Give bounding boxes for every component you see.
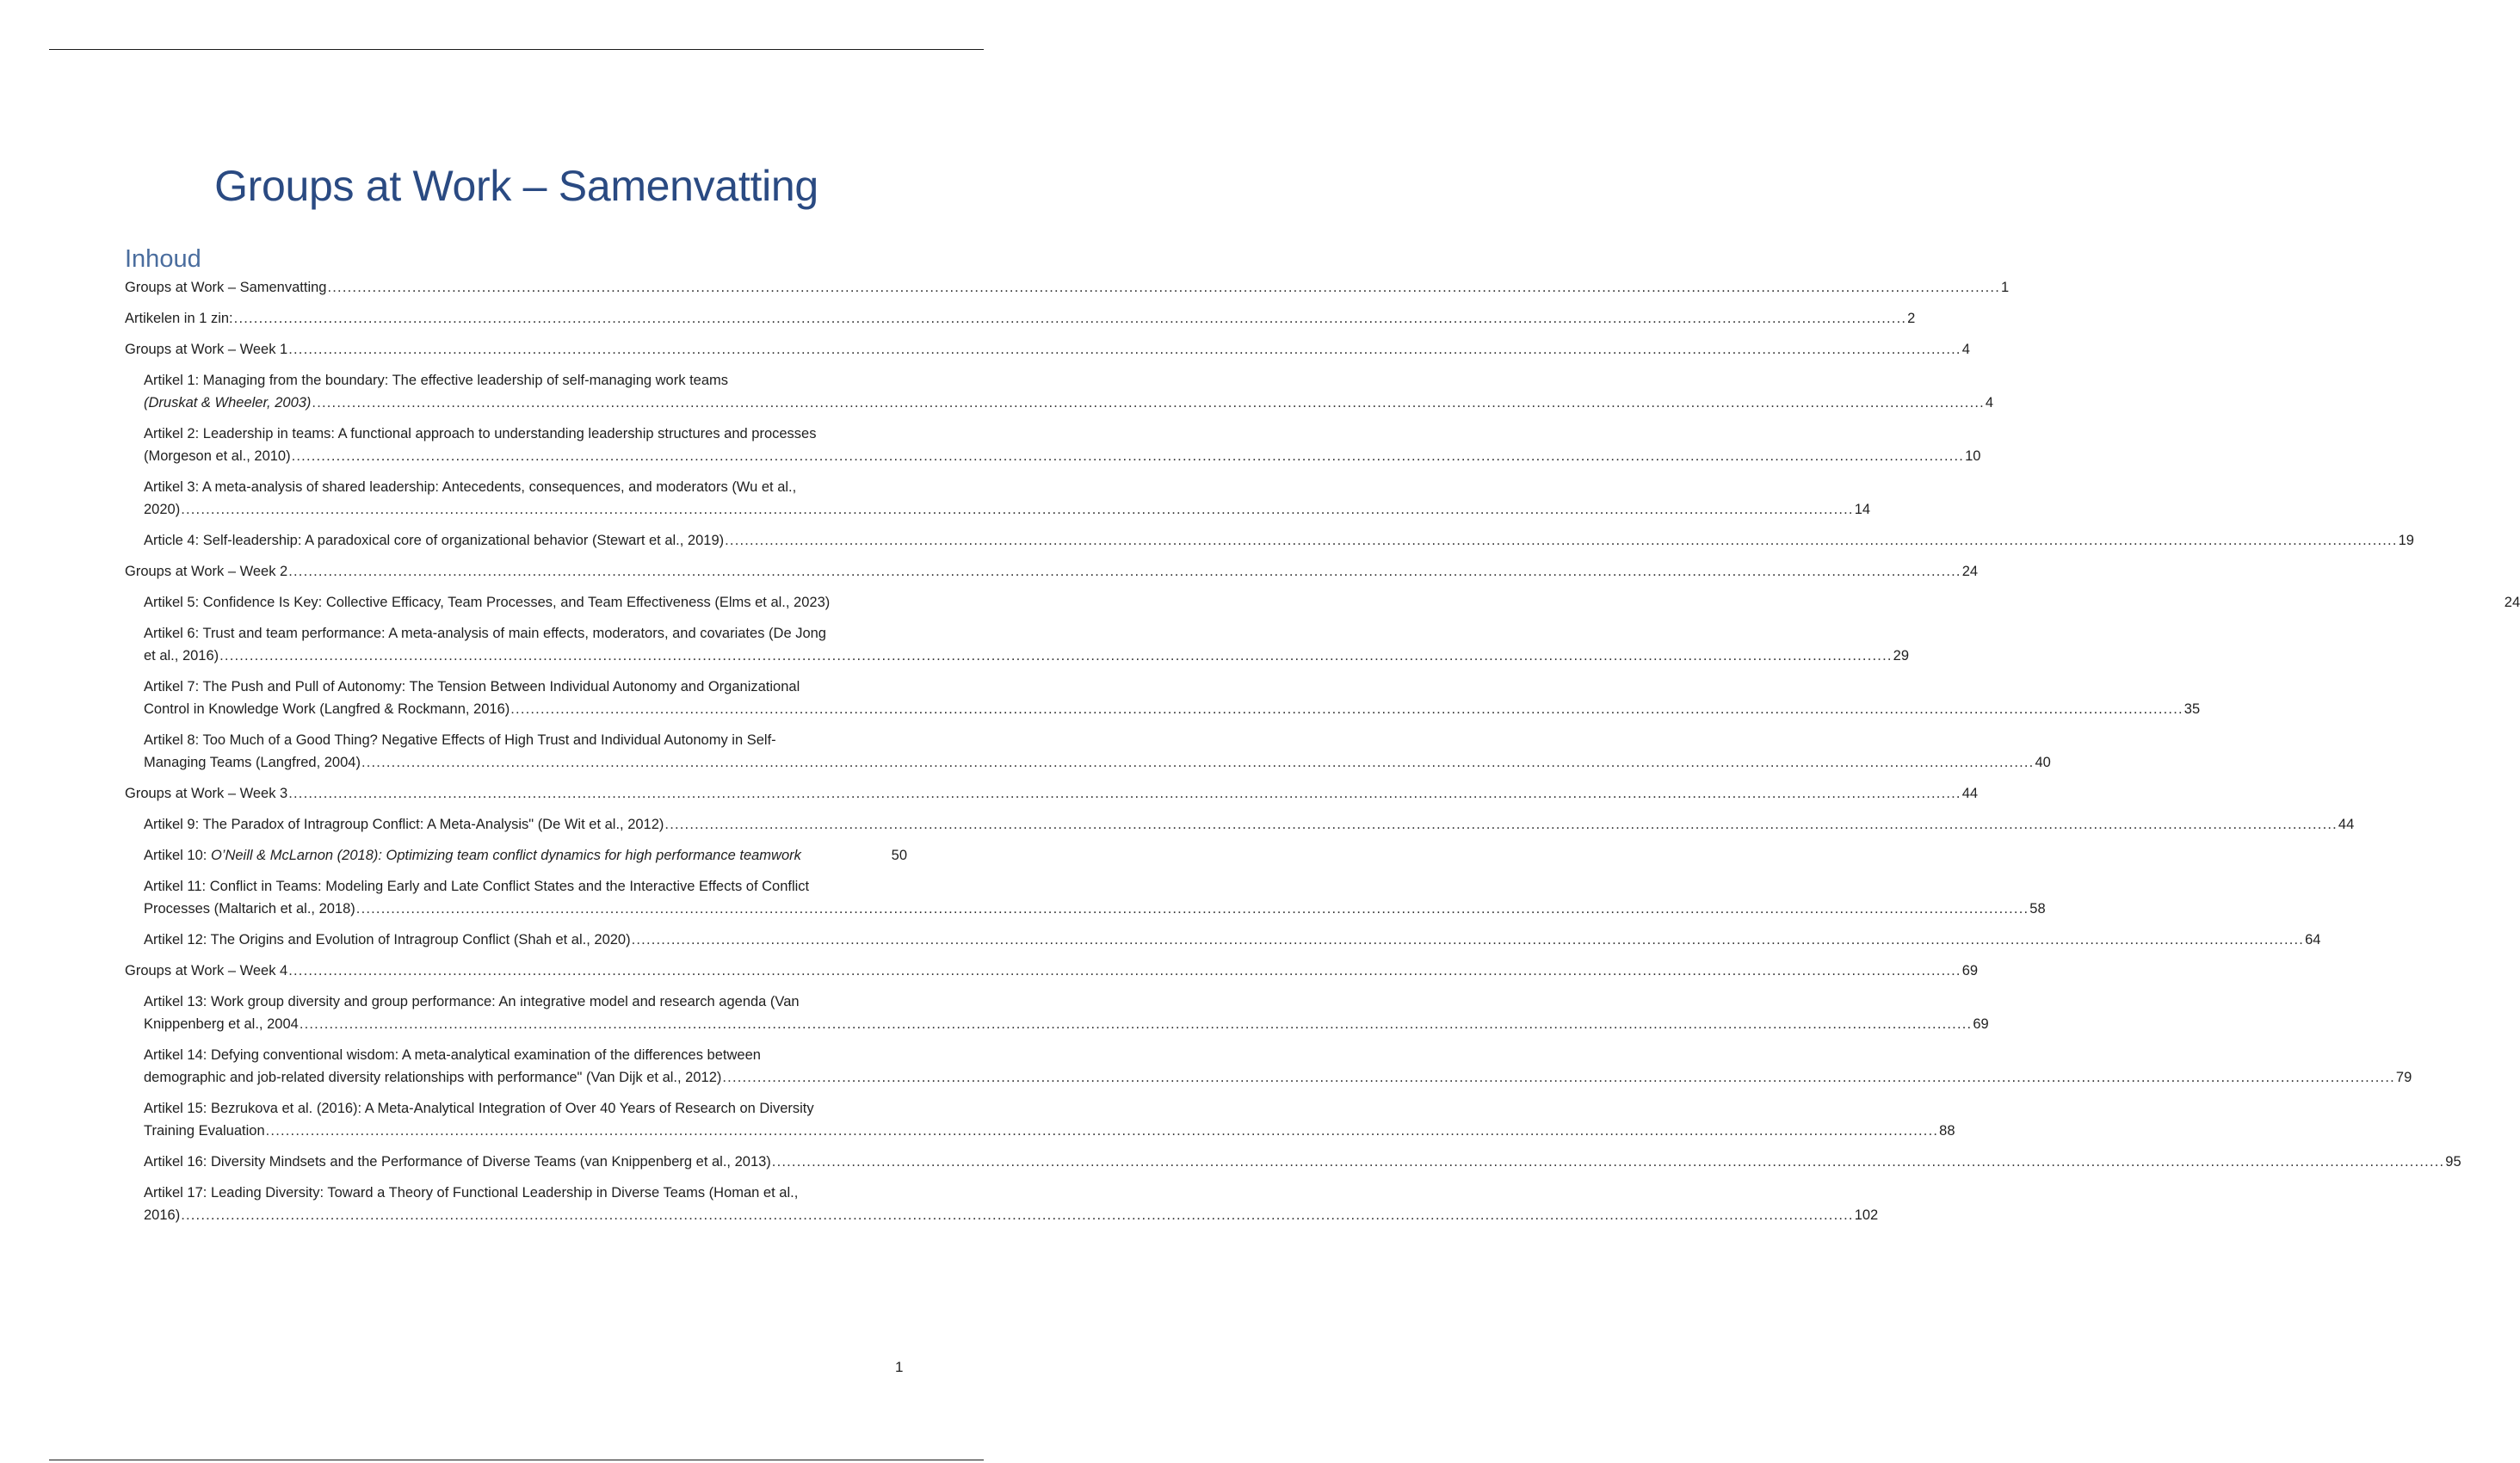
toc-dot-leader [181, 1204, 1854, 1226]
toc-entry-text: Training Evaluation [144, 1123, 265, 1139]
toc-page-number: 29 [1893, 648, 1909, 664]
toc-entry[interactable] [125, 844, 907, 867]
toc-dot-leader [632, 929, 2305, 951]
toc-dot-leader [219, 645, 1893, 667]
toc-entry-text: Artikel 6: Trust and team performance: A meta-analysis of main effects, moderators, and covariates (De Jong [144, 626, 826, 641]
toc-entry-text: Groups at Work – Week 3 [125, 786, 288, 801]
toc-page-number: 50 [891, 848, 907, 863]
toc-entry[interactable] [125, 929, 2321, 951]
toc-entry-text: Artikel 15: Bezrukova et al. (2016): A Meta-Analytical Integration of Over 40 Years of Research on Diversity [144, 1101, 814, 1116]
toc-entry[interactable] [125, 729, 2051, 774]
toc-page-number: 14 [1854, 502, 1871, 517]
toc-entry-text: Artikel 11: Conflict in Teams: Modeling Early and Late Conflict States and the Interactive Effects of Conflict [144, 879, 810, 894]
toc-dot-leader [288, 960, 1961, 982]
toc-entry[interactable] [125, 1151, 2461, 1173]
toc-entry[interactable] [125, 676, 2201, 720]
toc-entry-text: Groups at Work – Samenvatting [125, 280, 327, 295]
page-number: 1 [895, 1359, 904, 1375]
toc-entry[interactable] [125, 875, 2046, 920]
toc-entry[interactable] [125, 338, 1970, 361]
toc-entry[interactable] [125, 529, 2414, 552]
toc-dot-leader [327, 276, 2000, 299]
toc-dot-leader [266, 1120, 1939, 1142]
toc-page-number: 35 [2183, 701, 2201, 717]
toc-entry-text: Artikel 17: Leading Diversity: Toward a Theory of Functional Leadership in Diverse Teams (Homan et al., [144, 1185, 799, 1201]
toc-heading: Inhoud [125, 245, 201, 273]
toc-entry-text: Control in Knowledge Work (Langfred & Rockmann, 2016) [144, 701, 510, 717]
toc-entry[interactable] [125, 960, 1979, 982]
toc-entry-text: Artikel 8: Too Much of a Good Thing? Negative Effects of High Trust and Individual Autonomy in Self- [144, 732, 776, 748]
toc-page-number: 44 [1961, 786, 1979, 801]
toc-dot-leader [725, 529, 2398, 552]
toc-page-number: 58 [2029, 901, 2046, 917]
toc-dot-leader [664, 813, 2338, 836]
toc-page-number: 88 [1939, 1123, 1955, 1139]
toc-entry-text: Artikel 12: The Origins and Evolution of Intragroup Conflict (Shah et al., 2020) [144, 932, 631, 948]
toc-page-number: 4 [1985, 395, 1994, 411]
toc-entry[interactable] [125, 423, 1981, 467]
toc-entry[interactable] [125, 991, 1989, 1035]
toc-entry-text: Groups at Work – Week 1 [125, 342, 288, 357]
toc-entry-text: Knippenberg et al., 2004 [144, 1016, 299, 1032]
toc-page-number: 79 [2395, 1070, 2412, 1085]
toc-entry-text: O’Neill & McLarnon (2018): Optimizing team conflict dynamics for high performance teamwork [210, 848, 801, 863]
toc-entry-text: Artikel 5: Confidence Is Key: Collective Efficacy, Team Processes, and Team Effectiveness (Elms et al., 2023) [144, 595, 831, 610]
toc-entry-text: Article 4: Self-leadership: A paradoxical core of organizational behavior (Stewart et al., 2019) [144, 533, 725, 548]
header-rule [49, 49, 984, 50]
toc-entry-text: 2020) [144, 502, 181, 517]
toc-entry-text: Artikel 9: The Paradox of Intragroup Conflict: A Meta-Analysis" (De Wit et al., 2012) [144, 817, 664, 832]
toc-dot-leader [772, 1151, 2445, 1173]
toc-entry-text: Groups at Work – Week 4 [125, 963, 288, 978]
toc-entry-text: (Morgeson et al., 2010) [144, 448, 291, 464]
toc-page-number: 4 [1961, 342, 1970, 357]
toc-entry[interactable] [125, 591, 2520, 614]
toc-dot-leader [292, 445, 1965, 467]
toc-entry[interactable] [125, 1044, 2412, 1089]
table-of-contents [125, 276, 2520, 1235]
toc-page-number: 10 [1965, 448, 1981, 464]
toc-page-number: 69 [1961, 963, 1979, 978]
toc-page-number: 44 [2338, 817, 2355, 832]
toc-page-number: 1 [2000, 280, 2010, 295]
toc-entry-text: Managing Teams (Langfred, 2004) [144, 755, 361, 770]
document-title: Groups at Work – Samenvatting [214, 162, 818, 210]
toc-entry-text: (Druskat & Wheeler, 2003) [144, 395, 312, 411]
toc-page-number: 95 [2445, 1154, 2461, 1170]
toc-entry-text: Processes (Maltarich et al., 2018) [144, 901, 355, 917]
toc-dot-leader [722, 1066, 2395, 1089]
toc-dot-leader [288, 560, 1961, 583]
toc-entry-text: demographic and job-related diversity relationships with performance" (Van Dijk et al., 2012) [144, 1070, 722, 1085]
toc-entry-text: Artikel 16: Diversity Mindsets and the Performance of Diverse Teams (van Knippenberg et al., 2013) [144, 1154, 771, 1170]
toc-dot-leader [356, 898, 2029, 920]
toc-page-number: 19 [2398, 533, 2414, 548]
toc-entry-text: Artikel 7: The Push and Pull of Autonomy: The Tension Between Individual Autonomy and Organizational [144, 679, 800, 694]
toc-dot-leader [361, 751, 2035, 774]
toc-page-number: 24 [1961, 564, 1979, 579]
toc-entry[interactable] [125, 1097, 1955, 1142]
toc-entry[interactable] [125, 813, 2355, 836]
toc-entry-text: et al., 2016) [144, 648, 219, 664]
toc-dot-leader [234, 307, 1907, 330]
toc-dot-leader [312, 392, 1985, 414]
toc-entry-text: Artikel 13: Work group diversity and group performance: An integrative model and research agenda (Van [144, 994, 800, 1009]
toc-entry[interactable] [125, 622, 1909, 667]
toc-page-number: 24 [2504, 595, 2520, 610]
toc-dot-leader [288, 782, 1961, 805]
toc-entry[interactable] [125, 782, 1979, 805]
toc-entry[interactable] [125, 1182, 1879, 1226]
toc-entry[interactable] [125, 276, 2010, 299]
toc-entry-text: 2016) [144, 1207, 181, 1223]
toc-dot-leader [300, 1013, 1973, 1035]
toc-entry-text: Artikel 3: A meta-analysis of shared leadership: Antecedents, consequences, and moderators (Wu et al., [144, 479, 797, 495]
toc-entry-text: Artikel 2: Leadership in teams: A functional approach to understanding leadership structures and processes [144, 426, 817, 441]
toc-entry-text: Artikel 14: Defying conventional wisdom: A meta-analytical examination of the differences between [144, 1047, 761, 1063]
toc-page-number: 40 [2035, 755, 2051, 770]
toc-page-number: 2 [1907, 311, 1916, 326]
toc-dot-leader [181, 498, 1854, 521]
toc-page-number: 69 [1973, 1016, 1989, 1032]
toc-entry[interactable] [125, 476, 1871, 521]
toc-entry-text: Artikel 1: Managing from the boundary: The effective leadership of self-managing work teams [144, 373, 728, 388]
toc-page-number: 102 [1854, 1207, 1879, 1223]
toc-entry[interactable] [125, 307, 1916, 330]
toc-entry[interactable] [125, 560, 1979, 583]
toc-dot-leader [510, 698, 2183, 720]
toc-entry[interactable] [125, 369, 1994, 414]
toc-entry-text: Artikel 10: [144, 848, 211, 863]
toc-entry-text: Artikelen in 1 zin: [125, 311, 233, 326]
toc-page-number: 64 [2305, 932, 2321, 948]
toc-entry-text: Groups at Work – Week 2 [125, 564, 288, 579]
toc-dot-leader [288, 338, 1961, 361]
